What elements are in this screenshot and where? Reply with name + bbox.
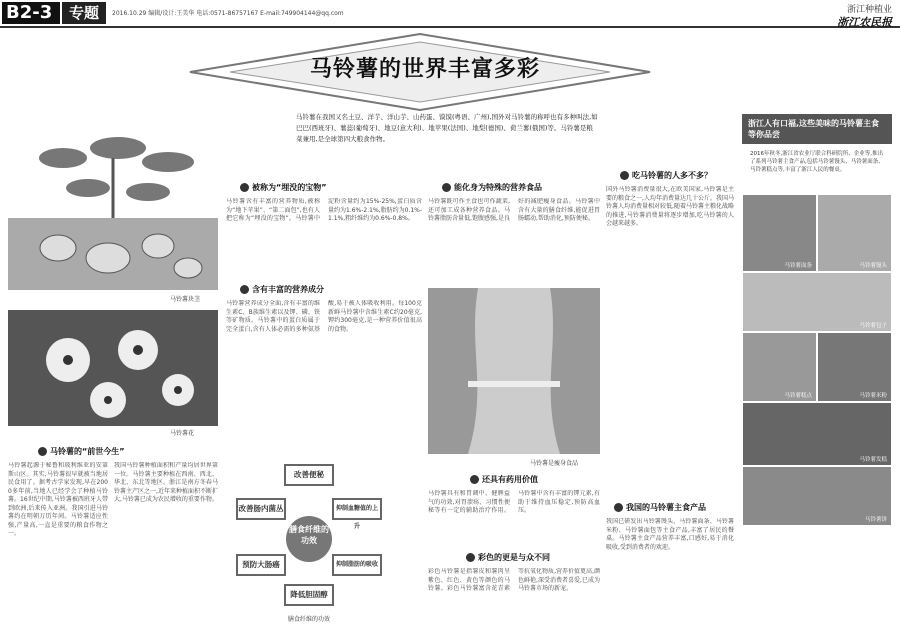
fiber-diagram: [236, 464, 380, 608]
photo-caption-tuber: 马铃薯块茎: [170, 296, 201, 303]
food-photo: 马铃薯包子: [742, 272, 892, 332]
column-name: 浙江种植业: [846, 5, 892, 15]
food-photo: 马铃薯糕点: [742, 332, 817, 402]
main-food-text: 我国已研发出马铃薯馒头、马铃薯面条、马铃薯米粉、马铃薯面包等主食产品,丰富了居民的餐桌。马铃薯主食产品营养丰富,口感好,易于消化吸收,受到消费者的欢迎。: [606, 518, 734, 551]
banner-title: 马铃薯的世界丰富多彩: [309, 56, 540, 82]
history-text-2: 我国马铃薯种植面积和产量均居世界第一位。马铃薯主要种植在西南、西北、华北、东北等地区。浙江是南方冬春马铃薯主产区之一,近年来种植面积不断扩大,马铃薯已成为农民增收的重要作物。: [114, 462, 218, 503]
section-name: 专题: [62, 2, 106, 24]
photo-caption-slim: 马铃薯是瘦身食品: [530, 460, 579, 467]
food-photo: 马铃薯饼: [742, 466, 892, 526]
potato-plant-photo: [8, 118, 218, 290]
diagram-item: 预防大肠癌: [236, 554, 286, 576]
heading-history: 马铃薯的“前世今生”: [38, 446, 125, 457]
sidebar-heading: 浙江人有口福,这些美味的马铃薯主食等你品尝: [742, 114, 892, 144]
food-photo: 马铃薯面条: [742, 194, 817, 272]
photo-caption-flower: 马铃薯花: [170, 430, 195, 437]
food-photo: 马铃薯发糕: [742, 402, 892, 466]
waist-illustration: [428, 288, 600, 454]
potato-plant-illustration: [8, 118, 218, 290]
nutrition-text: 马铃薯营养成分全面,含有丰富的维生素C、B族维生素以及钾、磷、铁等矿物质。马铃薯中的蛋白质属于完全蛋白,含有人体必需的多种氨基酸,易于被人体吸收利用。每100克新鲜马铃薯中含维生素C约20毫克,钾约300毫克,是一种营养价值很高的食物。: [226, 300, 422, 333]
history-text: 马铃薯起源于秘鲁和玻利维亚的安第斯山区。其实,马铃薯很早就被当地居民食用了。据考古学家发现,早在2000多年前,当地人已经学会了种植马铃薯。16世纪中期,马铃薯被西班牙人带到欧洲,后来传入亚洲。我国引进马铃薯约在明朝万历年间。马铃薯适应性强,产量高,一直是重要的粮食作物之一。: [8, 462, 108, 537]
food-photo: 马铃薯馒头: [817, 194, 892, 272]
heading-main-food: 我国的马铃薯主食产品: [614, 502, 706, 513]
circle-emblem-icon: [620, 171, 629, 180]
heading-special: 能化身为特殊的营养食品: [442, 182, 542, 193]
sidebar-text: 2016年秋冬,浙江省农业厅联合科研院所、企业等,推出了系列马铃薯主食产品,包括马铃薯馒头、马铃薯面条、马铃薯糕点等,丰富了浙江人民的餐桌。: [750, 151, 884, 173]
medicine-text: 马铃薯具有和胃调中、健脾益气的功效,对胃溃疡、习惯性便秘等有一定的辅助治疗作用。马铃薯中含有丰富的钾元素,有助于维持血压稳定,预防高血压。: [428, 490, 600, 514]
diagram-center: 膳食纤维的功效: [286, 516, 332, 562]
circle-emblem-icon: [466, 553, 475, 562]
page-number: B2-3: [2, 2, 60, 24]
page-header: [0, 0, 900, 28]
treasure-text: 马铃薯含有丰富的营养物质,被称为“地下苹果”、“第二面包”,也有人把它称为“埋没的宝物”。马铃薯中淀粉含量约为15%-25%,蛋白质含量约为1.6%-2.1%,脂肪约为0.1%-1.1%,粗纤维约为0.6%-0.8%。: [226, 198, 422, 222]
color-text: 彩色马铃薯是指薯皮和薯肉呈紫色、红色、黄色等颜色的马铃薯。彩色马铃薯富含花青素等抗氧化物质,营养价值更高,颜色鲜艳,深受消费者喜爱,已成为马铃薯市场的新宠。: [428, 568, 600, 592]
diagram-item: 抑制血糖值的上升: [332, 498, 382, 520]
heading-medicine: 还具有药用价值: [470, 474, 538, 485]
diagram-item: 降低胆固醇: [284, 584, 334, 606]
circle-emblem-icon: [240, 285, 249, 294]
eat-text: 国外马铃薯消费量很大,在欧美国家,马铃薯是主要的粮食之一,人均年消费量达几十公斤。我国马铃薯人均消费量相对较低,随着马铃薯主粮化战略的推进,马铃薯消费量将逐步增加,吃马铃薯的人会越来越多。: [606, 186, 734, 227]
circle-emblem-icon: [614, 503, 623, 512]
intro-paragraph: 马铃薯在我国又名土豆、洋芋、洋山芋、山药蛋、馍馍(粤语、广州),国外对马铃薯的称呼也有多种叫法,如巴巴(西班牙)、薯蕊(葡萄牙)、地豆(意大利)、地苹果(法国)、地梨(德国)、荷兰薯(俄国)等。马铃薯是粮菜兼用,是全球第四大粮食作物。: [296, 113, 598, 143]
potato-flower-photo: [8, 310, 218, 426]
waist-measure-photo: [428, 288, 600, 454]
circle-emblem-icon: [470, 475, 479, 484]
editor-meta: 2016.10.29 编辑/设计:王美华 电话:0571-86757167 E-mail:749904144@qq.com: [112, 10, 344, 17]
newspaper-name: 浙江农民报: [837, 16, 892, 29]
circle-emblem-icon: [442, 183, 451, 192]
diagram-item: 改善便秘: [284, 464, 334, 486]
heading-treasure: 被称为“埋没的宝物”: [240, 182, 327, 193]
food-photo: 马铃薯米粉: [817, 332, 892, 402]
heading-color: 彩色的更是与众不同: [466, 552, 550, 563]
special-text: 马铃薯既可作主食也可作蔬菜,还可加工成各种营养食品。马铃薯脂肪含量低,饱腹感强,是良好的减肥瘦身食品。马铃薯中含有大量的膳食纤维,能促进胃肠蠕动,帮助消化,预防便秘。: [428, 198, 600, 222]
diagram-item: 抑制脂肪的吸收: [332, 554, 382, 576]
circle-emblem-icon: [240, 183, 249, 192]
heading-nutrition: 含有丰富的营养成分: [240, 284, 324, 295]
sidebar-feature: [742, 114, 892, 570]
circle-emblem-icon: [38, 447, 47, 456]
diagram-item: 改善肠内菌丛: [236, 498, 286, 520]
diagram-caption: 膳食纤维的功效: [288, 616, 331, 623]
heading-eat: 吃马铃薯的人多不多？: [620, 170, 712, 181]
flower-illustration: [8, 310, 218, 426]
banner: [200, 38, 650, 98]
